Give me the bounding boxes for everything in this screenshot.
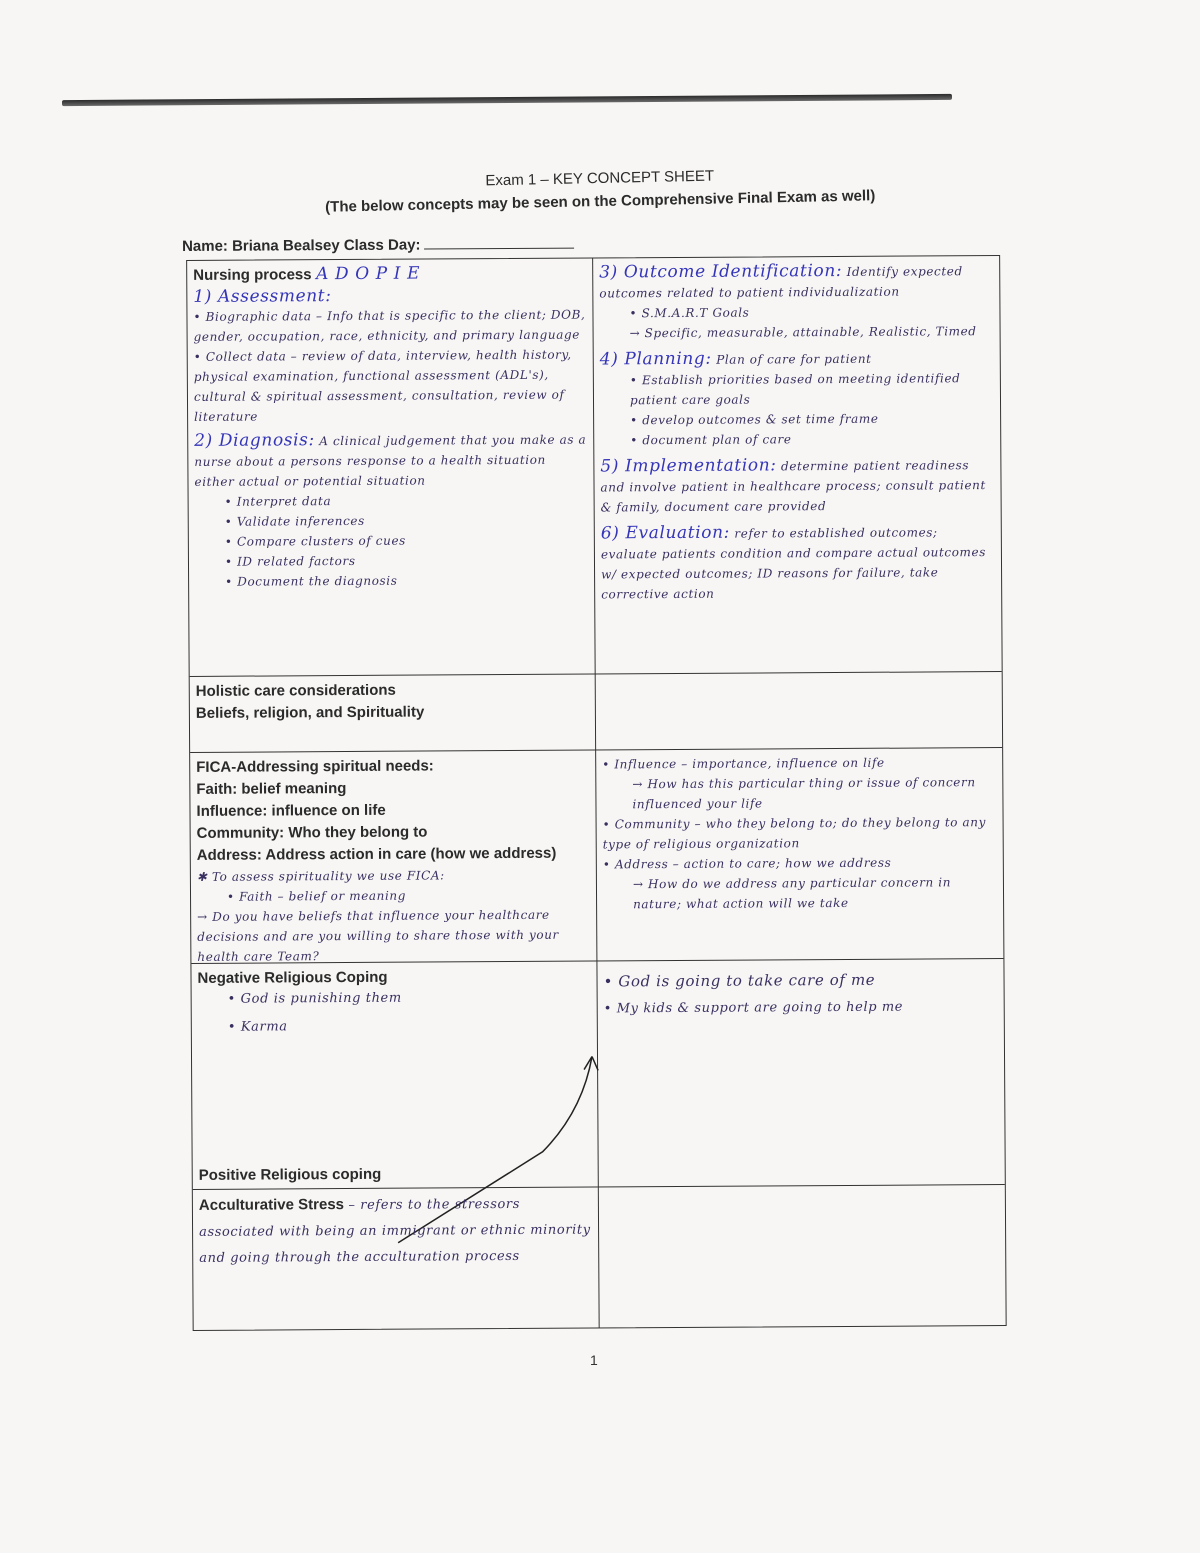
cell-nursing-process-left — [187, 258, 596, 675]
page-number: 1 — [590, 1352, 598, 1368]
planning-text: Plan of care for patient — [716, 351, 872, 367]
address-label: Address: Address action in care (how we address) — [196, 844, 557, 864]
positive-coping-item: • My kids & support are going to help me — [603, 999, 904, 1017]
nursing-process-label: Nursing process — [193, 266, 312, 284]
sheet-header — [180, 161, 1021, 219]
faith-question: → Do you have beliefs that influence your healthcare decisions and are you willing to share those with your health care Team? — [197, 907, 559, 964]
negative-coping-item: • Karma — [227, 1019, 288, 1035]
assessment-note-2: • Collect data – review of data, interview, health history, physical examination, functional assessment (ADL's), cultural & spiritual assessment, consultation, review of literature — [193, 347, 572, 424]
implementation-heading: 5) Implementation: — [600, 455, 777, 477]
row-nursing-process — [187, 256, 1002, 677]
adopie-acronym: A D O P I E — [315, 263, 421, 285]
positive-coping-item: • God is going to take care of me — [603, 970, 876, 991]
cell-holistic-left — [190, 674, 596, 751]
assessment-heading: 1) Assessment: — [193, 286, 332, 307]
diagnosis-text: A clinical judgement that you make as a nurse about a persons response to a health situation either actual or potential situation — [194, 432, 587, 489]
cell-acculturative-left — [193, 1187, 600, 1329]
cell-fica-right — [596, 748, 1003, 960]
evaluation-text: refer to established outcomes; evaluate patients condition and compare actual outcomes w/ expected outcomes; ID reasons for failure, take corrective action — [600, 525, 987, 602]
negative-coping-label: Negative Religious Coping — [197, 968, 388, 987]
planning-item: • develop outcomes & set time frame — [630, 411, 879, 428]
planning-item: • document plan of care — [630, 432, 792, 448]
cell-coping-left — [191, 961, 598, 1188]
class-day-blank — [425, 248, 575, 250]
outcome-heading: 3) Outcome Identification: — [599, 260, 843, 283]
address-question: → How do we address any particular concern in nature; what action will we take — [632, 875, 952, 912]
row-holistic — [190, 672, 1002, 753]
evaluation-heading: 6) Evaluation: — [600, 522, 730, 544]
cell-holistic-right — [596, 672, 1002, 749]
negative-coping-item: • God is punishing them — [227, 990, 402, 1007]
name-label: Name: Briana Bealsey Class Day: — [182, 236, 421, 255]
influence-note: • Influence – importance, influence on life — [602, 755, 885, 772]
row-acculturative — [193, 1185, 1006, 1330]
paper-top-edge — [62, 94, 952, 106]
planning-heading: 4) Planning: — [599, 348, 712, 370]
community-note: • Community – who they belong to; do they belong to any type of religious organization — [602, 815, 987, 852]
influence-question: → How has this particular thing or issue of concern influenced your life — [632, 775, 976, 812]
cell-coping-right — [597, 959, 1004, 1186]
positive-coping-label: Positive Religious coping — [198, 1165, 382, 1184]
name-line — [182, 236, 575, 255]
influence-label: Influence: influence on life — [196, 801, 386, 820]
row-fica — [190, 748, 1003, 964]
diagnosis-heading: 2) Diagnosis: — [194, 430, 315, 451]
holistic-label: Holistic care considerations — [195, 681, 396, 700]
address-note: • Address – action to care; how we address — [602, 855, 892, 872]
community-label: Community: Who they belong to — [196, 823, 428, 842]
cell-nursing-process-right — [593, 256, 1002, 673]
assessment-note-1: • Biographic data – Info that is specific to the client; DOB, gender, occupation, race, ethnicity, and primary language — [193, 307, 586, 344]
cell-fica-left — [190, 750, 597, 962]
sheet-subtitle: (The below concepts may be seen on the Comprehensive Final Exam as well) — [325, 187, 876, 216]
diagnosis-item: • ID related factors — [224, 553, 356, 569]
row-coping — [191, 959, 1004, 1190]
diagnosis-item: • Validate inferences — [224, 513, 365, 529]
planning-item: • Establish priorities based on meeting identified patient care goals — [629, 371, 961, 408]
faith-note: • Faith – belief or meaning — [226, 888, 407, 904]
diagnosis-item: • Compare clusters of cues — [224, 533, 406, 549]
acculturative-label: Acculturative Stress — [198, 1196, 345, 1214]
concept-sheet — [182, 233, 1011, 1328]
faith-label: Faith: belief meaning — [196, 780, 347, 798]
cell-acculturative-right — [599, 1185, 1006, 1327]
concept-table — [186, 255, 1007, 1331]
smart-goals-detail: → Specific, measurable, attainable, Realistic, Timed — [629, 324, 977, 341]
diagnosis-item: • Interpret data — [224, 494, 332, 509]
diagnosis-item: • Document the diagnosis — [225, 573, 398, 589]
fica-note: ✱ To assess spirituality we use FICA: — [196, 868, 445, 884]
beliefs-label: Beliefs, religion, and Spirituality — [195, 703, 425, 722]
implementation-text: determine patient readiness and involve patient in healthcare process; consult patient & family, document care provided — [600, 458, 986, 515]
acculturative-text: – refers to the stressors associated with being an immigrant or ethnic minority and going through the acculturation process — [199, 1196, 591, 1266]
sheet-title: Exam 1 – KEY CONCEPT SHEET — [485, 167, 715, 190]
outcome-text: Identify expected outcomes related to patient individualization — [599, 264, 963, 301]
fica-label: FICA-Addressing spiritual needs: — [196, 757, 434, 776]
smart-goals: • S.M.A.R.T Goals — [629, 305, 750, 321]
